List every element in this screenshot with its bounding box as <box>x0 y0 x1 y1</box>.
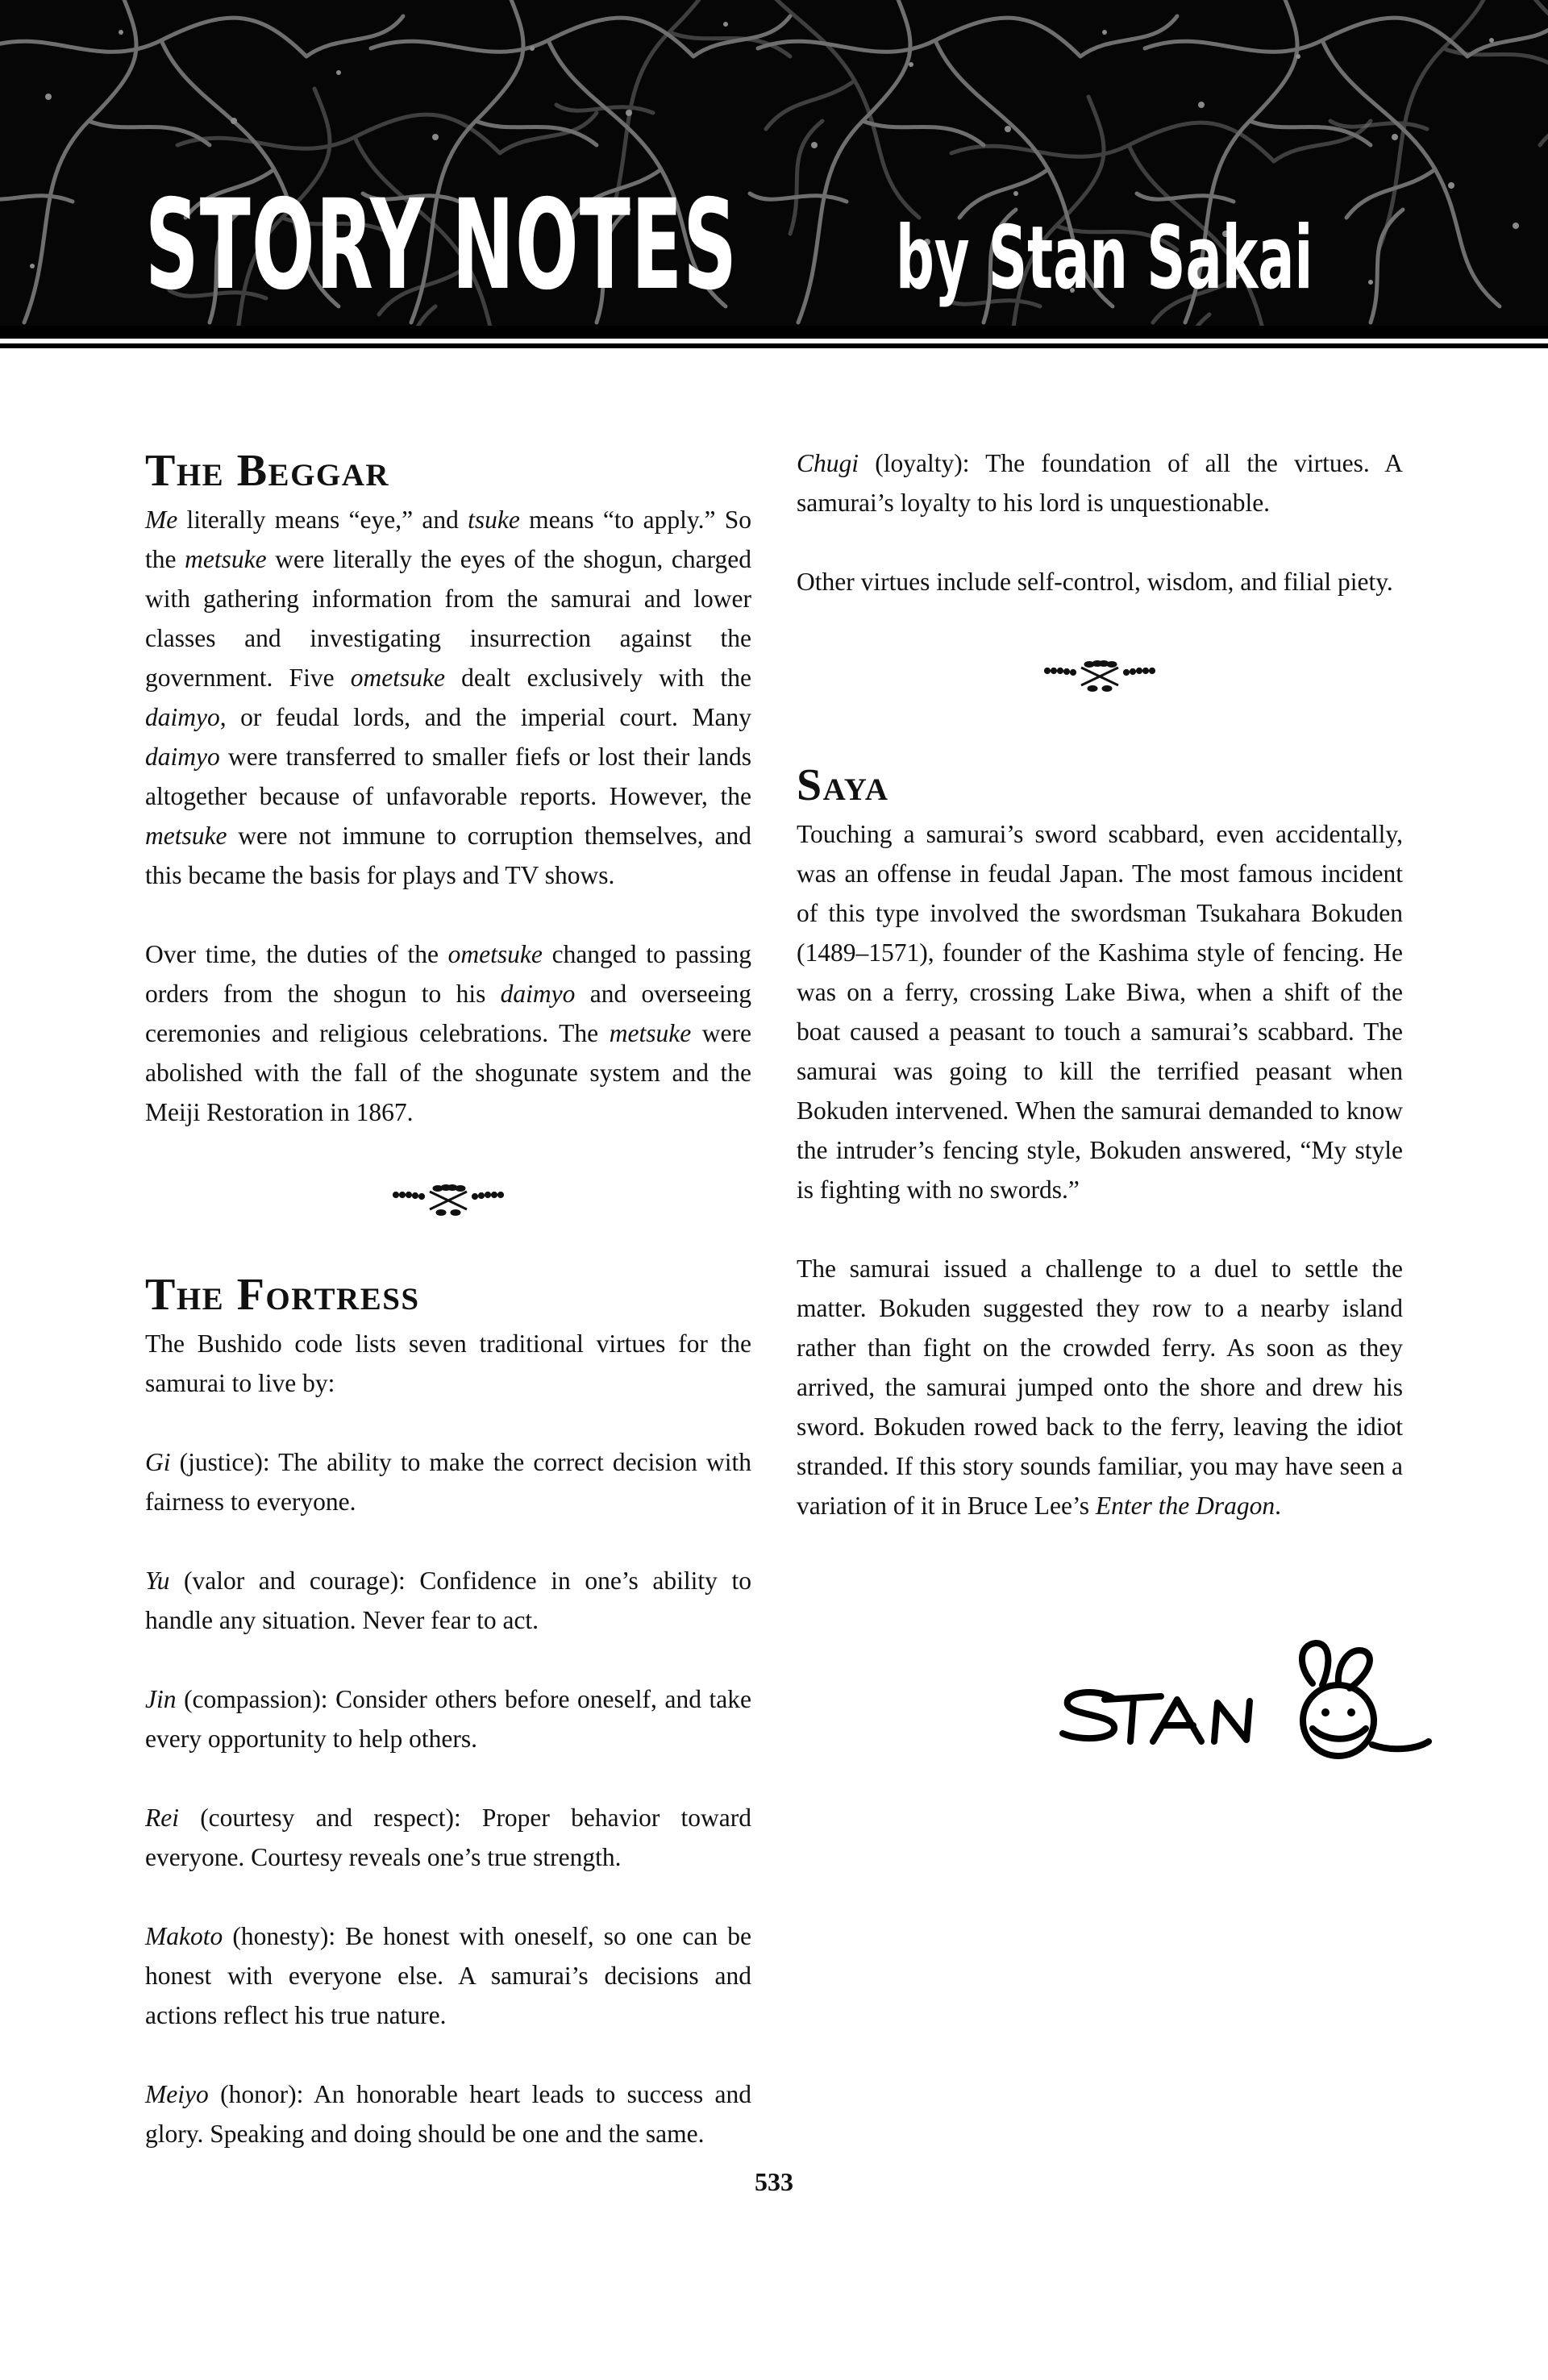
virtue-makoto: Makoto (honesty): Be honest with oneself, so one can be honest with everyone else. A samurai’s decisions and actions reflect his true nature. <box>145 1922 751 2029</box>
header-rule-thin <box>0 343 1548 348</box>
beggar-paragraph-2: Over time, the duties of the ometsuke changed to passing orders from the shogun to his daimyo and overseeing ceremonies and religious celebrations. The metsuke were abolished with the fall of the shogunate system and the Meiji Restoration in 1867. <box>145 940 751 1126</box>
fleuron-ornament-icon <box>1039 659 1160 692</box>
header-banner <box>0 0 1548 326</box>
saya-paragraph-1: Touching a samurai’s sword scabbard, even accidentally, was an offense in feudal Japan. The most famous incident of this type involved the swordsman Tsukahara Bokuden (1489–1571), founder of the Kashima style of fencing. He was on a ferry, crossing Lake Biwa, when a shift of the boat caused a peasant to touch a samurai’s scabbard. The samurai was going to kill the terrified peasant when Bokuden intervened. When the samurai demanded to know the intruder’s fencing style, Bokuden answered, “My style is fighting with no swords.” <box>797 820 1403 1204</box>
virtue-chugi: Chugi (loyalty): The foundation of all the virtues. A samurai’s loyalty to his lord is unquestionable. <box>797 449 1403 517</box>
virtue-meiyo: Meiyo (honor): An honorable heart leads to success and glory. Speaking and doing should be one and the same. <box>145 2080 751 2148</box>
fortress-intro: The Bushido code lists seven traditional virtues for the samurai to live by: <box>145 1329 751 1397</box>
right-column <box>797 443 1403 1525</box>
fleuron-ornament-icon <box>388 1184 509 1216</box>
section-heading-fortress: The Fortress <box>145 1270 420 1320</box>
virtue-rei: Rei (courtesy and respect): Proper behavior toward everyone. Courtesy reveals one’s true strength. <box>145 1804 751 1871</box>
section-heading-beggar: The Beggar <box>145 446 390 496</box>
header-rule-thick <box>0 326 1548 339</box>
other-virtues: Other virtues include self-control, wisdom, and filial piety. <box>797 568 1393 596</box>
virtue-yu: Yu (valor and courage): Confidence in one’s ability to handle any situation. Never fear to act. <box>145 1567 751 1634</box>
virtue-jin: Jin (compassion): Consider others before oneself, and take every opportunity to help others. <box>145 1685 751 1753</box>
page-number: 533 <box>755 2167 793 2196</box>
page-title <box>145 173 1548 318</box>
left-column <box>145 442 751 2153</box>
section-heading-saya: Saya <box>797 760 889 810</box>
byline-text: by Stan Sakai <box>896 208 1313 309</box>
beggar-paragraph-1: Me literally means “eye,” and tsuke means “to apply.” So the metsuke were literally the eyes of the shogun, charged with gathering information from the samurai and lower classes and investigating insurrection against the government. Five ometsuke dealt exclusively with the daimyo, or feudal lords, and the imperial court. Many daimyo were transferred to smaller fiefs or lost their lands altogether because of unfavorable reports. However, the metsuke were not immune to corruption themselves, and this became the basis for plays and TV shows. <box>145 506 751 889</box>
saya-paragraph-2: The samurai issued a challenge to a duel to settle the matter. Bokuden suggested they row to a nearby island rather than fight on the crowded ferry. As soon as they arrived, the samurai jumped onto the shore and drew his sword. Bokuden rowed back to the ferry, leaving the idiot stranded. If this story sounds familiar, you may have seen a variation of it in Bruce Lee’s Enter the Dragon. <box>797 1254 1403 1520</box>
title-text: STORY NOTES <box>145 173 739 318</box>
virtue-gi: Gi (justice): The ability to make the correct decision with fairness to everyone. <box>145 1448 751 1516</box>
author-signature <box>1056 1635 1435 1772</box>
